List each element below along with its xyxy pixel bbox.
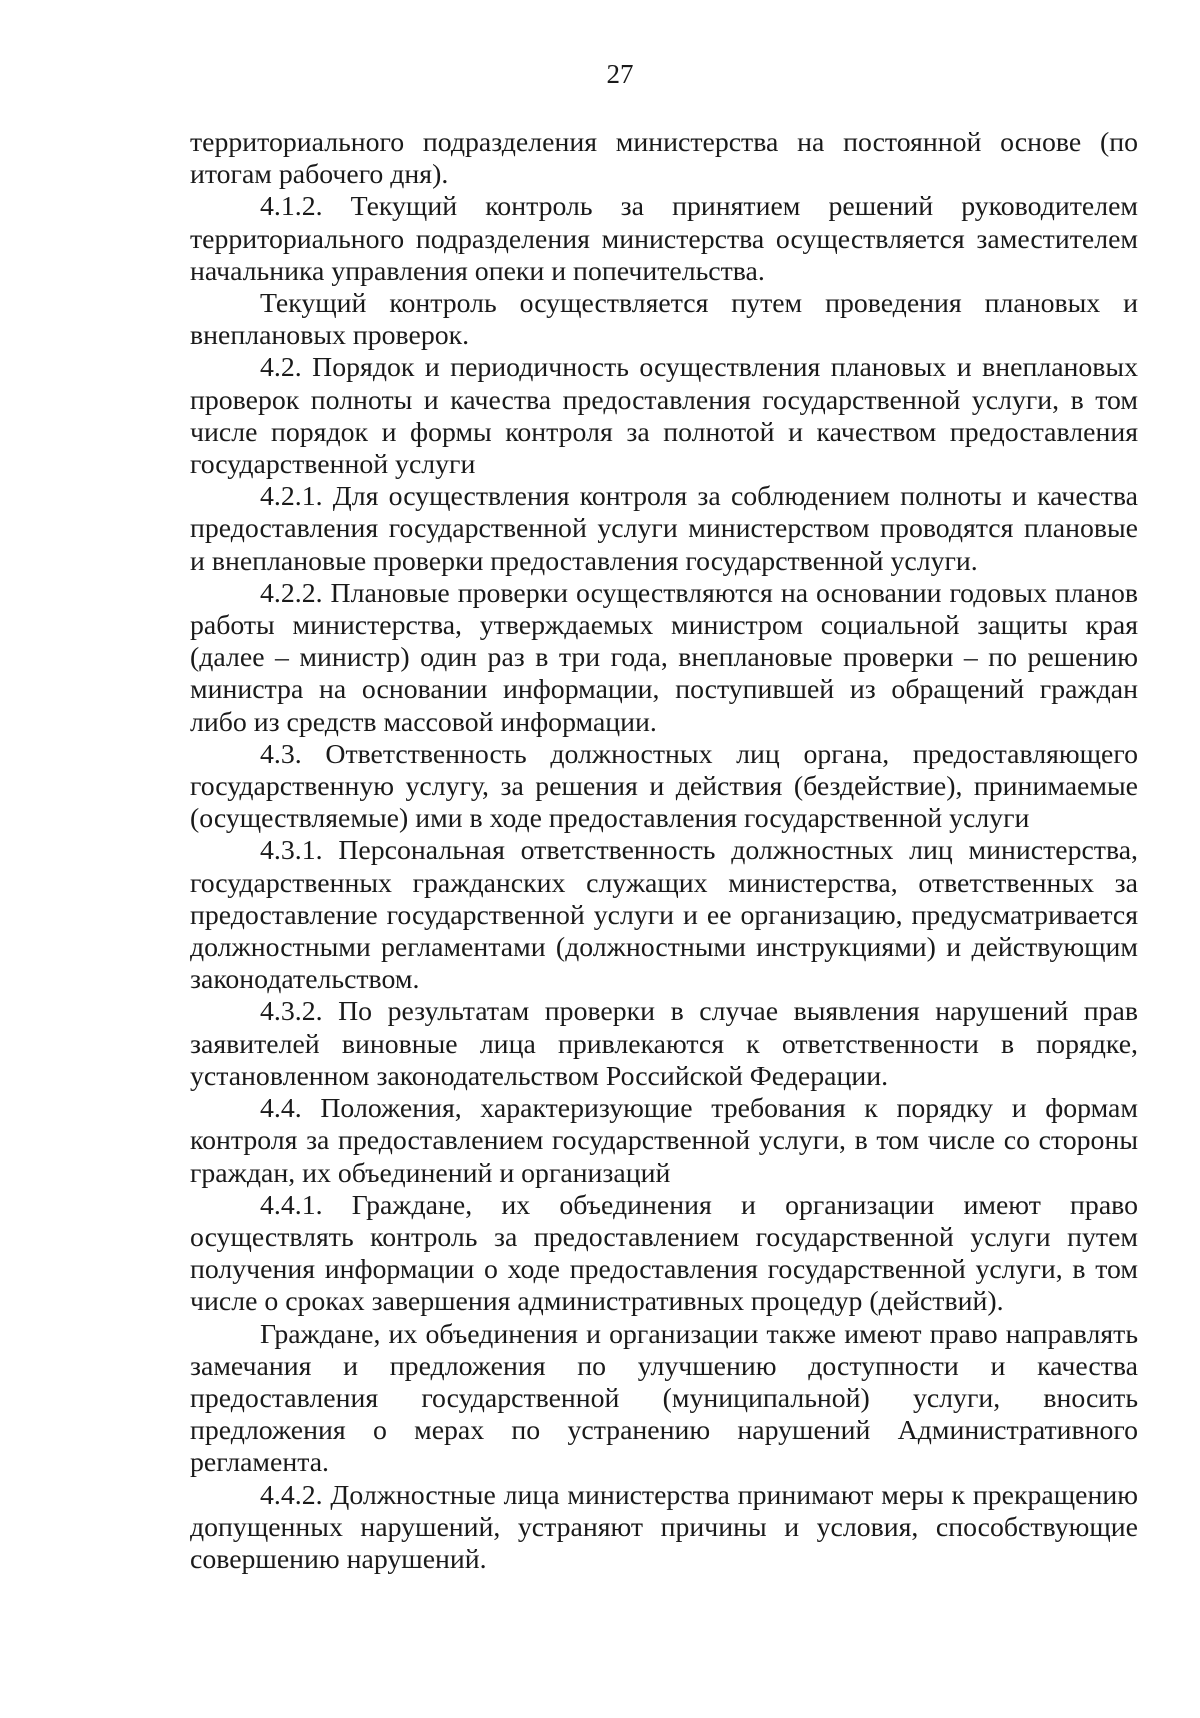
paragraph: 4.3.1. Персональная ответственность должностных лиц министерства, государственных гражданских служащих министерства, ответственных за предоставление государственной услуги и ее организацию, предусматривается должностными регламентами (должностными инструкциями) и действующим законодательством. [190, 835, 1138, 996]
paragraph: 4.4.2. Должностные лица министерства принимают меры к прекращению допущенных нарушений, устраняют причины и условия, способствующие совершению нарушений. [190, 1479, 1138, 1575]
page-number: 27 [606, 59, 634, 89]
section-heading: 4.3. Ответственность должностных лиц органа, предоставляющего государственную услугу, за решения и действия (бездействие), принимаемые (осуществляемые) ими в ходе предоставления государственной услуги [190, 738, 1138, 835]
paragraph: 4.2.2. Плановые проверки осуществляются на основании годовых планов работы министерства, утверждаемых министром социальной защиты края (далее – министр) один раз в три года, внеплановые проверки – по решению министра на основании информации, поступившей из обращений граждан либо из средств массовой информации. [190, 577, 1138, 738]
section-heading: 4.4. Положения, характеризующие требования к порядку и формам контроля за предоставлением государственной услуги, в том числе со стороны граждан, их объединений и организаций [190, 1093, 1138, 1189]
paragraph: Текущий контроль осуществляется путем проведения плановых и внеплановых проверок. [190, 288, 1138, 352]
paragraph: территориального подразделения министерства на постоянной основе (по итогам рабочего дня). [190, 127, 1138, 191]
section-heading: 4.2. Порядок и периодичность осуществления плановых и внеплановых проверок полноты и качества предоставления государственной услуги, в том числе порядок и формы контроля за полнотой и качеством предоставления государственной услуги [190, 352, 1138, 481]
paragraph: 4.4.1. Граждане, их объединения и организации имеют право осуществлять контроль за предоставлением государственной услуги путем получения информации о ходе предоставления государственной услуги, в том числе о сроках завершения административных процедур (действий). [190, 1189, 1138, 1318]
paragraph: 4.1.2. Текущий контроль за принятием решений руководителем территориального подразделения министерства осуществляется заместителем начальника управления опеки и попечительства. [190, 191, 1138, 287]
paragraph: 4.2.1. Для осуществления контроля за соблюдением полноты и качества предоставления государственной услуги министерством проводятся плановые и внеплановые проверки предоставления государственной услуги. [190, 481, 1138, 577]
paragraph: Граждане, их объединения и организации также имеют право направлять замечания и предложения по улучшению доступности и качества предоставления государственной (муниципальной) услуги, вносить предложения о мерах по устранению нарушений Административного регламента. [190, 1318, 1138, 1479]
paragraph: 4.3.2. По результатам проверки в случае выявления нарушений прав заявителей виновные лица привлекаются к ответственности в порядке, установленном законодательством Российской Федерации. [190, 996, 1138, 1092]
document-body [190, 127, 1138, 1576]
